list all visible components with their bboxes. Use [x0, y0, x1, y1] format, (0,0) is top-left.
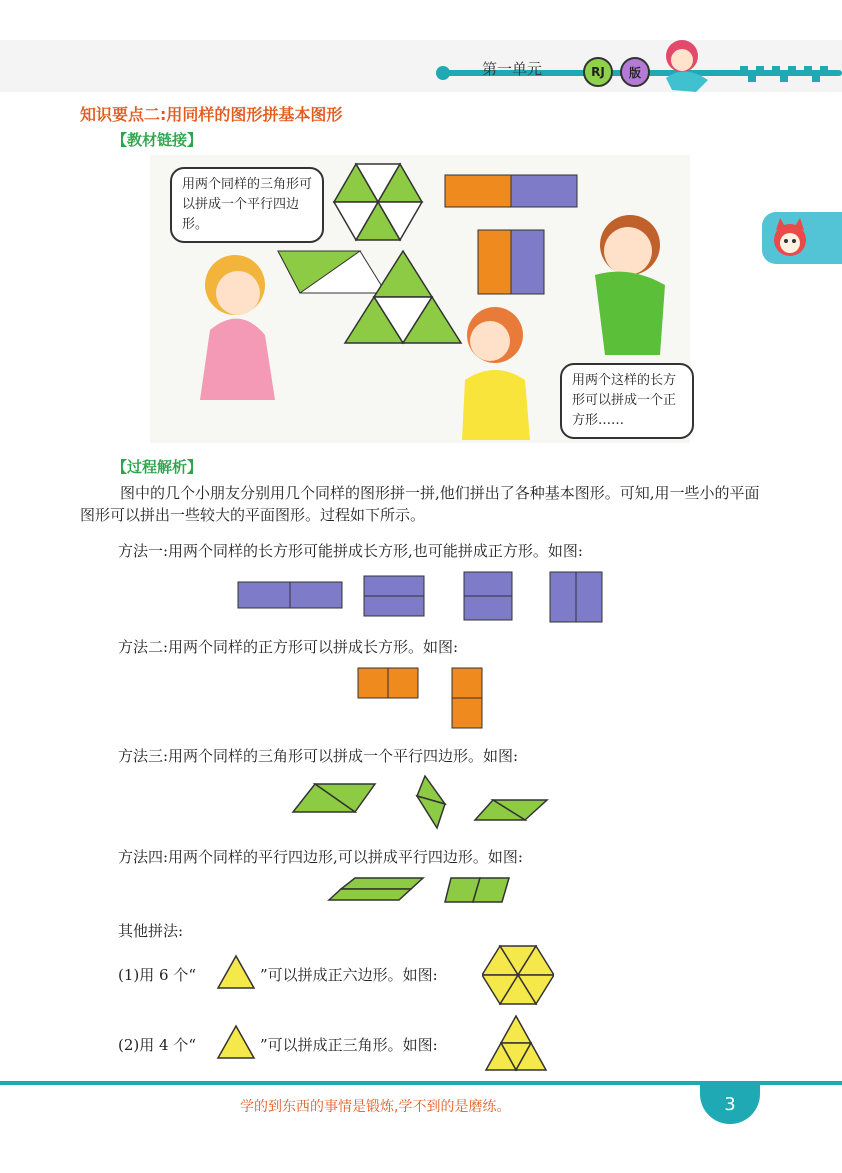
other-item-1-suffix: ”可以拼成正六边形。如图: [260, 966, 438, 984]
illustration-shapes [150, 155, 690, 443]
other-item-2-prefix: (2)用 4 个“ [118, 1036, 196, 1054]
small-triangle-icon [214, 952, 258, 992]
process-heading: 【过程解析】 [112, 458, 203, 476]
big-triangle-of-triangles-figure [484, 1014, 548, 1072]
header-dot [436, 66, 450, 80]
fox-mascot-icon [768, 216, 812, 260]
girl-middle-figure [462, 307, 530, 440]
hexagon-of-triangles-figure [482, 944, 554, 1006]
other-methods-heading: 其他拼法: [118, 922, 184, 940]
method-3-text: 方法三:用两个同样的三角形可以拼成一个平行四边形。如图: [118, 747, 519, 765]
method-4-figure [325, 872, 525, 908]
checker-pattern-icon [740, 62, 840, 82]
illustration [150, 155, 690, 443]
method-4-text: 方法四:用两个同样的平行四边形,可以拼成平行四边形。如图: [118, 848, 523, 866]
method-1-text: 方法一:用两个同样的长方形可能拼成长方形,也可能拼成正方形。如图: [118, 542, 583, 560]
method-3-figure [285, 772, 555, 832]
method-2-text: 方法二:用两个同样的正方形可以拼成长方形。如图: [118, 638, 459, 656]
other-item-1-prefix: (1)用 6 个“ [118, 966, 196, 984]
girl-left-figure [200, 255, 275, 400]
boy-right-figure [595, 215, 665, 355]
other-item-2-suffix: ”可以拼成正三角形。如图: [260, 1036, 438, 1054]
page-number: 3 [700, 1084, 760, 1124]
intro-paragraph: 图中的几个小朋友分别用几个同样的图形拼一拼,他们拼出了各种基本图形。可知,用一些小的平面图形可以拼出一些较大的平面图形。过程如下所示。 [80, 484, 760, 524]
section-title: 知识要点二:用同样的图形拼基本图形 [80, 105, 343, 124]
speech-bubble-right: 用两个这样的长方形可以拼成一个正方形…… [560, 363, 694, 439]
rj-badge: RJ [583, 57, 613, 87]
method-2-figure [350, 664, 500, 734]
small-triangle-icon-2 [214, 1022, 258, 1062]
mascot-girl-icon [652, 34, 722, 94]
hexagon-puzzle [334, 164, 422, 240]
textbook-link-heading: 【教材链接】 [112, 131, 203, 149]
unit-label: 第一单元 [482, 60, 543, 78]
footer-motto: 学的到东西的事情是锻炼,学不到的是磨练。 [240, 1099, 511, 1115]
ban-badge: 版 [620, 57, 650, 87]
speech-bubble-left: 用两个同样的三角形可以拼成一个平行四边形。 [170, 167, 324, 243]
method-1-figure [230, 566, 610, 626]
